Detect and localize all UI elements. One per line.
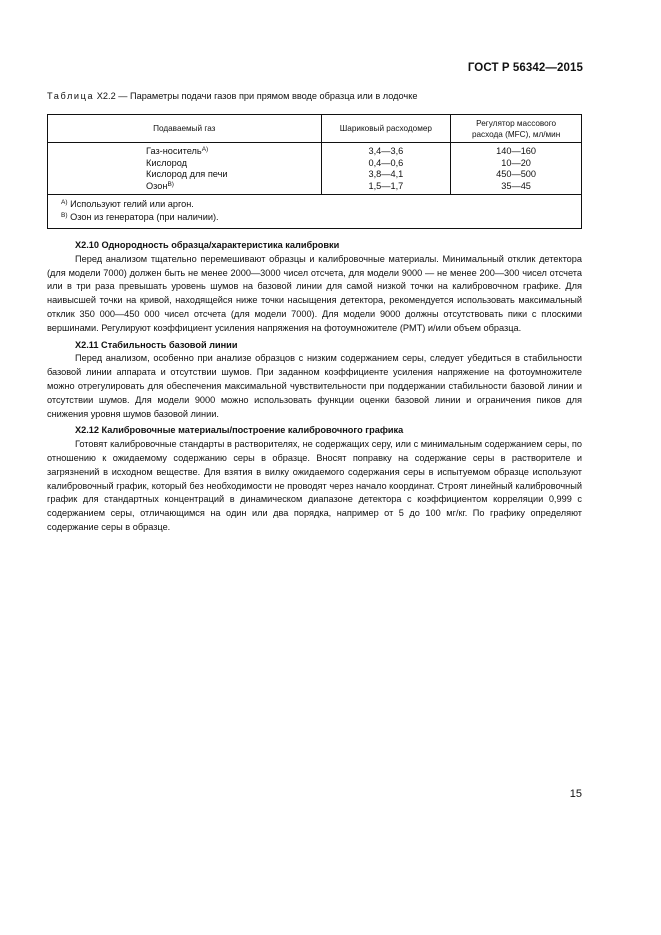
table-row — [48, 181, 582, 195]
gas-cell: Газ-носитель$^{A)}$ — [48, 143, 322, 158]
column-header-ball-flowmeter: Шариковый расходомер — [321, 115, 451, 143]
column-header-mfc: Регулятор массового расхода (MFC), мл/мин — [451, 115, 582, 143]
section-paragraph: Готовят калибровочные стандарты в растворителях, не содержащих серу, или с минимальным содержанием серы, по отношению к ожидаемому содержанию серы в образце. Вносят поправку на содержание серы в растворителе и загрязнений в исходном веществе. Для взятия в вилку ожидаемого содержания серы в испытуемом образце используют калибровочный график, который без необходимости не проводят через начало координат. Строят линейный калибровочный график для стандартных концентраций в динамическом диапазоне детектора с коэффициентом корреляции 0,999 с содержанием серы, отличающимся на один или два порядка, например от 5 до 100 мг/кг. По графику определяют содержание серы в образце. — [47, 439, 582, 532]
column-header-gas: Подаваемый газ — [48, 115, 322, 143]
table-footnotes — [48, 195, 582, 229]
ball-flow-cell: 3,8—4,1 — [321, 169, 451, 181]
ball-flow-cell: 0,4—0,6 — [321, 158, 451, 170]
section-heading: X2.12 Калибровочные материалы/построение калибровочного графика — [75, 425, 404, 436]
gas-parameters-table — [47, 114, 582, 229]
footnote: $^{A)}$ Используют гелий или аргон. — [61, 199, 194, 209]
mfc-cell: 10—20 — [451, 158, 582, 170]
standard-number: ГОСТ Р 56342—2015 — [467, 62, 583, 74]
section-heading: X2.10 Однородность образца/характеристика калибровки — [75, 240, 340, 250]
table-row — [48, 158, 582, 170]
table-caption-text: X2.2 — Параметры подачи газов при прямом вводе образца или в лодочке — [96, 91, 418, 101]
mfc-cell: 140—160 — [451, 143, 582, 158]
gas-cell: Озон$^{B)}$ — [48, 181, 322, 195]
table-row — [48, 169, 582, 181]
gas-cell: Кислород для печи — [48, 169, 322, 181]
section-paragraph: Перед анализом, особенно при анализе образцов с низким содержанием серы, следует убедиться в стабильности базовой линии аппарата и отсутствии шумов. При заданном коэффициенте усиления напряжение на фотоумножителе можно отрегулировать для обеспечения максимальной чувствительности при поддержании стабильности базовой линии и отсутствии шумов. Для модели 9000 можно использовать функции оценки базовой линии и ограничения пиков для снижения уровня шумов базовой линии. — [47, 353, 582, 419]
section-paragraph: Перед анализом тщательно перемешивают образцы и калибровочные материалы. Минимальный отклик детектора (для модели 7000) должен быть не менее 2000—3000 чисел отсчета, для модели 9000 — не менее 200—300 чисел отсчета или в три раза превышать уровень шумов на базовой линии для самой низкой точки на калибровочном графике. Для наивысшей точки на кривой, находящейся ниже точки насыщения детектора, рекомендуется использовать максимальный отклик 350 000—450 000 чисел отсчета (для модели 7000). Для модели 9000 должны отсутствовать пики с плоскими вершинами. Регулируют коэффициент усиления напряжения на фотоумножителе (PMT) и/или объем образца. — [47, 253, 582, 333]
section-heading: X2.11 Стабильность базовой линии — [75, 339, 238, 350]
table-caption-word: Таблица — [47, 91, 95, 101]
footnote: $^{B)}$ Озон из генератора (при наличии). — [61, 212, 219, 222]
page-number: 15 — [569, 788, 582, 800]
gas-cell: Кислород — [48, 158, 322, 170]
mfc-cell: 450—500 — [451, 169, 582, 181]
table-caption — [47, 91, 417, 101]
ball-flow-cell: 1,5—1,7 — [321, 181, 451, 195]
document-body — [47, 237, 582, 538]
table-row — [48, 143, 582, 158]
mfc-cell: 35—45 — [451, 181, 582, 195]
ball-flow-cell: 3,4—3,6 — [321, 143, 451, 158]
